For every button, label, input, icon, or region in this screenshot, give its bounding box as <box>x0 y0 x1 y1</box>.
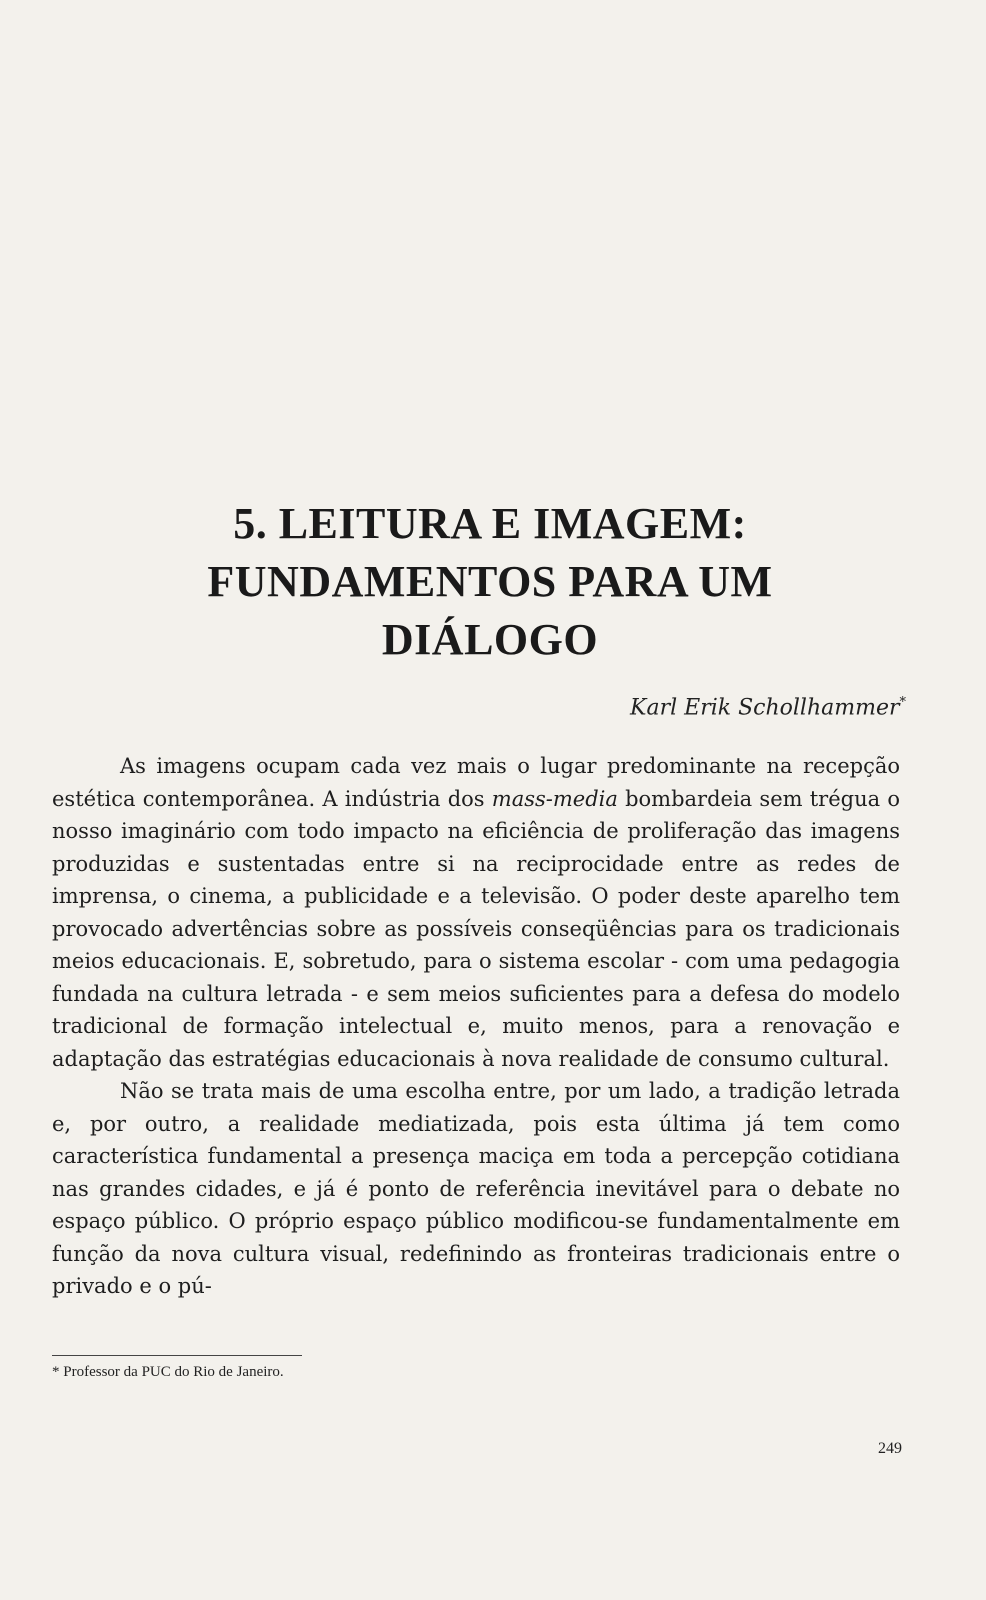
chapter-title-line-1: 5. LEITURA E IMAGEM: <box>233 499 747 548</box>
footnote: * Professor da PUC do Rio de Janeiro. <box>52 1364 284 1380</box>
author-name: Karl Erik Schollhammer <box>630 695 900 721</box>
author-byline <box>630 688 906 723</box>
paragraph-1-text-a: As imagens ocupam cada vez mais o lugar predominante na recepção estética contemporânea. A indústria dos <box>52 754 900 811</box>
paragraph-1-text-b: bombardeia sem trégua o nosso imaginário com todo impacto na eficiência de proliferação das imagens produzidas e sustentadas entre si na reciprocidade entre as redes de imprensa, o cinema, a publicidade e a televisão. O poder deste aparelho tem provocado advertências sobre as possíveis conseqüências para os tradicionais meios educacionais. E, sobretudo, para o sistema escolar - com uma pedagogia fundada na cultura letrada - e sem meios suficientes para a defesa do modelo tradicional de formação intelectual e, muito menos, para a renovação e adaptação das estratégias educacionais à nova realidade de consumo cultural. <box>52 786 900 1071</box>
chapter-title-line-3: DIÁLOGO <box>381 615 599 664</box>
author-footnote-marker: * <box>899 695 906 710</box>
paragraph-1-emphasis: mass-media <box>491 786 618 811</box>
chapter-title-line-2: FUNDAMENTOS PARA UM <box>207 557 773 606</box>
chapter-title <box>120 495 860 669</box>
page-number: 249 <box>878 1440 902 1457</box>
body-text <box>52 750 900 1303</box>
footnote-divider <box>52 1355 302 1356</box>
paragraph-2: Não se trata mais de uma escolha entre, por um lado, a tradição letrada e, por outro, a realidade mediatizada, pois esta última já tem como característica fundamental a presença maciça em toda a percepção cotidiana nas grandes cidades, e já é ponto de referência inevitável para o debate no espaço público. O próprio espaço público modificou-se fundamentalmente em função da nova cultura visual, redefinindo as fronteiras tradicionais entre o privado e o pú- <box>52 1079 900 1298</box>
paragraph-1 <box>52 750 900 1075</box>
